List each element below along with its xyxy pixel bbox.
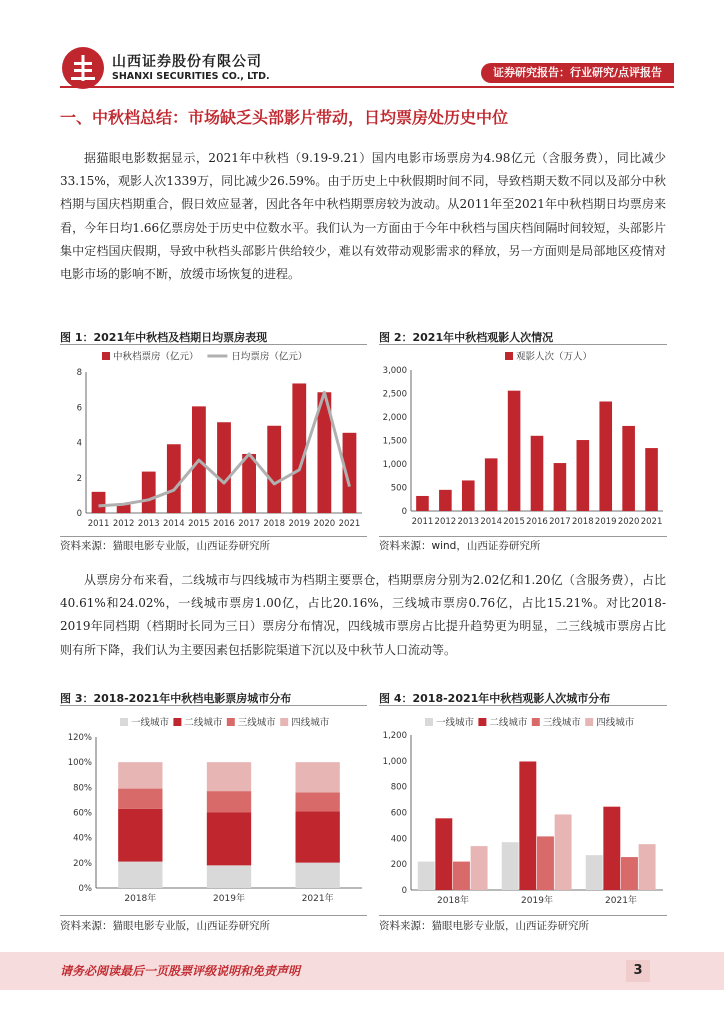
y-tick-label: 120% bbox=[67, 733, 92, 743]
bar bbox=[418, 862, 435, 890]
legend-label: 二线城市 bbox=[184, 717, 223, 729]
y-tick-label: 200 bbox=[390, 860, 407, 871]
x-tick-label: 2018 bbox=[571, 517, 594, 527]
bar bbox=[586, 855, 603, 890]
bar bbox=[453, 862, 470, 890]
legend-swatch bbox=[478, 718, 486, 726]
y-tick-label: 20% bbox=[73, 858, 92, 869]
stacked-bar-segment bbox=[207, 762, 251, 791]
x-tick-label: 2016 bbox=[526, 517, 548, 527]
legend-swatch bbox=[102, 352, 110, 360]
y-tick-label: 2,500 bbox=[382, 389, 407, 400]
x-tick-label: 2018 bbox=[263, 519, 286, 529]
stacked-bar-segment bbox=[118, 762, 162, 788]
y-tick-label: 0% bbox=[78, 884, 92, 894]
bar bbox=[502, 842, 519, 890]
bar bbox=[435, 818, 452, 890]
y-tick-label: 100% bbox=[67, 758, 92, 769]
bar bbox=[537, 836, 554, 890]
fig3-top-rule bbox=[60, 705, 367, 706]
company-name-cn: 山西证券股份有限公司 bbox=[112, 54, 262, 70]
x-tick-label: 2018年 bbox=[437, 896, 469, 906]
paragraph-1: 据猫眼电影数据显示，2021年中秋档（9.19-9.21）国内电影市场票房为4.98亿元（含服务费），同比减少33.15%，观影人次1339万，同比减少26.59%。由于历史上中秋假期时间不同，导致档期天数不同以及部分中秋档期与国庆档期重合，假日效应显著，因此各年中秋档期票房较为波动。从2011年至2021年中秋档期日均票房来看，今年日均1.66亿票房处于历史中位数水平。我们认为一方面由于今年中秋档与国庆档间隔时间较短，头部影片集中定档国庆假期，导致中秋档头部影片供给较少，难以有效带动观影需求的释放，另一方面则是局部地区疫情对电影市场的影响不断，放缓市场恢复的进程。 bbox=[60, 151, 666, 282]
bar bbox=[416, 496, 429, 511]
bar bbox=[292, 383, 306, 513]
bar bbox=[645, 448, 658, 511]
y-tick-label: 40% bbox=[73, 833, 92, 844]
stacked-bar-segment bbox=[296, 863, 340, 888]
stacked-bar-segment bbox=[118, 809, 162, 862]
stacked-bar-segment bbox=[296, 792, 340, 811]
bar bbox=[531, 436, 544, 511]
x-tick-label: 2011 bbox=[87, 519, 110, 529]
company-name-en: SHANXI SECURITIES CO., LTD. bbox=[112, 71, 270, 82]
x-tick-label: 2017 bbox=[549, 517, 571, 527]
bar bbox=[267, 426, 281, 513]
bar bbox=[242, 454, 256, 513]
x-tick-label: 2019年 bbox=[521, 896, 553, 906]
y-tick-label: 500 bbox=[390, 483, 407, 494]
y-tick-label: 400 bbox=[390, 834, 407, 845]
stacked-bar-segment bbox=[296, 812, 340, 863]
x-tick-label: 2014 bbox=[162, 519, 185, 529]
report-type-tag: 证券研究报告：行业研究/点评报告 bbox=[481, 63, 674, 83]
stacked-bar-segment bbox=[296, 762, 340, 792]
bar bbox=[621, 857, 638, 890]
x-tick-label: 2015 bbox=[188, 519, 210, 529]
bar bbox=[639, 844, 656, 890]
paragraph-2: 从票房分布来看，二线城市与四线城市为档期主要票仓，档期票房分别为2.02亿和1.20亿（含服务费），占比40.61%和24.02%，一线城市票房1.00亿，占比20.16%，三线城市票房0.76亿，占比15.21%。对比2018-2019年同档期（档期时长同为三日）票房分布情况，四线城市票房占比提升趋势更为明显，二三线城市票房占比则有所下降，我们认为主要因素包括影院渠道下沉以及中秋节人口流动等。 bbox=[60, 573, 666, 657]
fig2-bottom-rule bbox=[379, 536, 667, 537]
fig2-chart bbox=[379, 346, 667, 536]
legend-label: 三线城市 bbox=[237, 717, 276, 729]
fig3-bottom-rule bbox=[60, 915, 367, 916]
x-tick-label: 2019 bbox=[288, 519, 311, 529]
y-tick-label: 1,500 bbox=[382, 436, 407, 447]
y-tick-label: 8 bbox=[76, 368, 82, 378]
legend-label: 四线城市 bbox=[596, 717, 635, 729]
section-title: 一、中秋档总结：市场缺乏头部影片带动，日均票房处历史中位 bbox=[60, 108, 509, 127]
fig2-source: 资料来源：wind，山西证券研究所 bbox=[379, 540, 541, 552]
y-tick-label: 600 bbox=[390, 808, 407, 819]
bar bbox=[554, 463, 567, 511]
y-tick-label: 4 bbox=[76, 438, 82, 449]
legend-swatch bbox=[585, 718, 593, 726]
fig1-top-rule bbox=[60, 344, 367, 345]
x-tick-label: 2018年 bbox=[124, 894, 157, 904]
bar bbox=[167, 444, 181, 513]
x-tick-label: 2017 bbox=[238, 519, 260, 529]
bar bbox=[92, 492, 106, 513]
y-tick-label: 2,000 bbox=[382, 413, 407, 423]
x-tick-label: 2013 bbox=[457, 517, 480, 527]
x-tick-label: 2012 bbox=[112, 519, 135, 529]
legend-swatch bbox=[425, 718, 433, 726]
x-tick-label: 2014 bbox=[480, 517, 503, 527]
y-tick-label: 0 bbox=[401, 886, 407, 896]
y-tick-label: 1,200 bbox=[382, 731, 407, 741]
x-tick-label: 2016 bbox=[213, 519, 235, 529]
fig4-top-rule bbox=[379, 705, 667, 706]
y-tick-label: 2 bbox=[76, 473, 82, 484]
y-tick-label: 1,000 bbox=[382, 460, 407, 470]
legend-label: 观影人次（万人） bbox=[516, 351, 593, 363]
bar bbox=[519, 761, 536, 890]
fig4-source: 资料来源：猫眼电影专业版，山西证券研究所 bbox=[379, 920, 589, 932]
y-tick-label: 800 bbox=[390, 782, 407, 793]
bar bbox=[622, 426, 635, 511]
fig2-title: 图 2：2021年中秋档观影人次情况 bbox=[379, 331, 554, 344]
x-tick-label: 2020 bbox=[313, 519, 336, 529]
company-logo-icon bbox=[60, 45, 106, 91]
bar bbox=[555, 814, 572, 890]
bar bbox=[603, 807, 620, 890]
bar bbox=[217, 422, 231, 513]
fig1-source: 资料来源：猫眼电影专业版，山西证券研究所 bbox=[60, 540, 270, 552]
fig3-title: 图 3：2018-2021年中秋档电影票房城市分布 bbox=[60, 692, 292, 705]
bar bbox=[599, 401, 612, 511]
x-tick-label: 2021年 bbox=[605, 896, 637, 906]
y-tick-label: 0 bbox=[76, 509, 82, 519]
fig3-source: 资料来源：猫眼电影专业版，山西证券研究所 bbox=[60, 920, 270, 932]
stacked-bar-segment bbox=[118, 789, 162, 809]
bar bbox=[439, 490, 452, 511]
x-tick-label: 2015 bbox=[503, 517, 525, 527]
legend-label: 中秋档票房（亿元） bbox=[113, 351, 199, 363]
legend-label: 一线城市 bbox=[131, 717, 170, 729]
legend-label: 三线城市 bbox=[542, 717, 581, 729]
legend-label: 二线城市 bbox=[489, 717, 528, 729]
bar bbox=[485, 458, 498, 511]
bar bbox=[471, 846, 488, 890]
fig1-bottom-rule bbox=[60, 536, 367, 537]
fig1-chart bbox=[60, 346, 367, 536]
footer-disclaimer: 请务必阅读最后一页股票评级说明和免责声明 bbox=[60, 964, 301, 978]
legend-swatch bbox=[227, 718, 235, 726]
y-tick-label: 6 bbox=[76, 403, 82, 414]
legend-label: 日均票房（亿元） bbox=[231, 351, 308, 363]
fig3-chart bbox=[60, 707, 367, 915]
x-tick-label: 2021年 bbox=[301, 894, 334, 904]
y-tick-label: 1,000 bbox=[382, 756, 407, 767]
y-tick-label: 3,000 bbox=[382, 366, 407, 376]
x-tick-label: 2011 bbox=[411, 517, 434, 527]
page-number: 3 bbox=[626, 960, 650, 982]
legend-swatch bbox=[505, 352, 513, 360]
fig2-top-rule bbox=[379, 344, 667, 345]
stacked-bar-segment bbox=[207, 813, 251, 866]
bar bbox=[142, 472, 156, 513]
fig1-title: 图 1：2021年中秋档及档期日均票房表现 bbox=[60, 331, 268, 344]
header-rule bbox=[60, 86, 674, 88]
stacked-bar-segment bbox=[207, 791, 251, 812]
fig4-bottom-rule bbox=[379, 915, 667, 916]
stacked-bar-segment bbox=[118, 862, 162, 888]
y-tick-label: 0 bbox=[401, 507, 407, 517]
x-tick-label: 2019 bbox=[594, 517, 617, 527]
stacked-bar-segment bbox=[207, 865, 251, 888]
x-tick-label: 2020 bbox=[617, 517, 640, 527]
x-tick-label: 2021 bbox=[640, 517, 663, 527]
x-tick-label: 2019年 bbox=[213, 894, 245, 904]
legend-swatch bbox=[280, 718, 288, 726]
y-tick-label: 80% bbox=[73, 783, 92, 794]
x-tick-label: 2012 bbox=[434, 517, 457, 527]
x-tick-label: 2013 bbox=[137, 519, 160, 529]
legend-swatch bbox=[120, 718, 128, 726]
legend-swatch bbox=[173, 718, 181, 726]
legend-label: 四线城市 bbox=[291, 717, 330, 729]
y-tick-label: 60% bbox=[73, 808, 92, 819]
fig4-chart bbox=[379, 707, 667, 915]
bar bbox=[577, 440, 590, 511]
bar bbox=[508, 391, 521, 511]
legend-label: 一线城市 bbox=[436, 717, 475, 729]
x-tick-label: 2021 bbox=[338, 519, 361, 529]
bar bbox=[462, 480, 475, 511]
fig4-title: 图 4：2018-2021年中秋档观影人次城市分布 bbox=[379, 692, 611, 705]
legend-swatch bbox=[532, 718, 540, 726]
